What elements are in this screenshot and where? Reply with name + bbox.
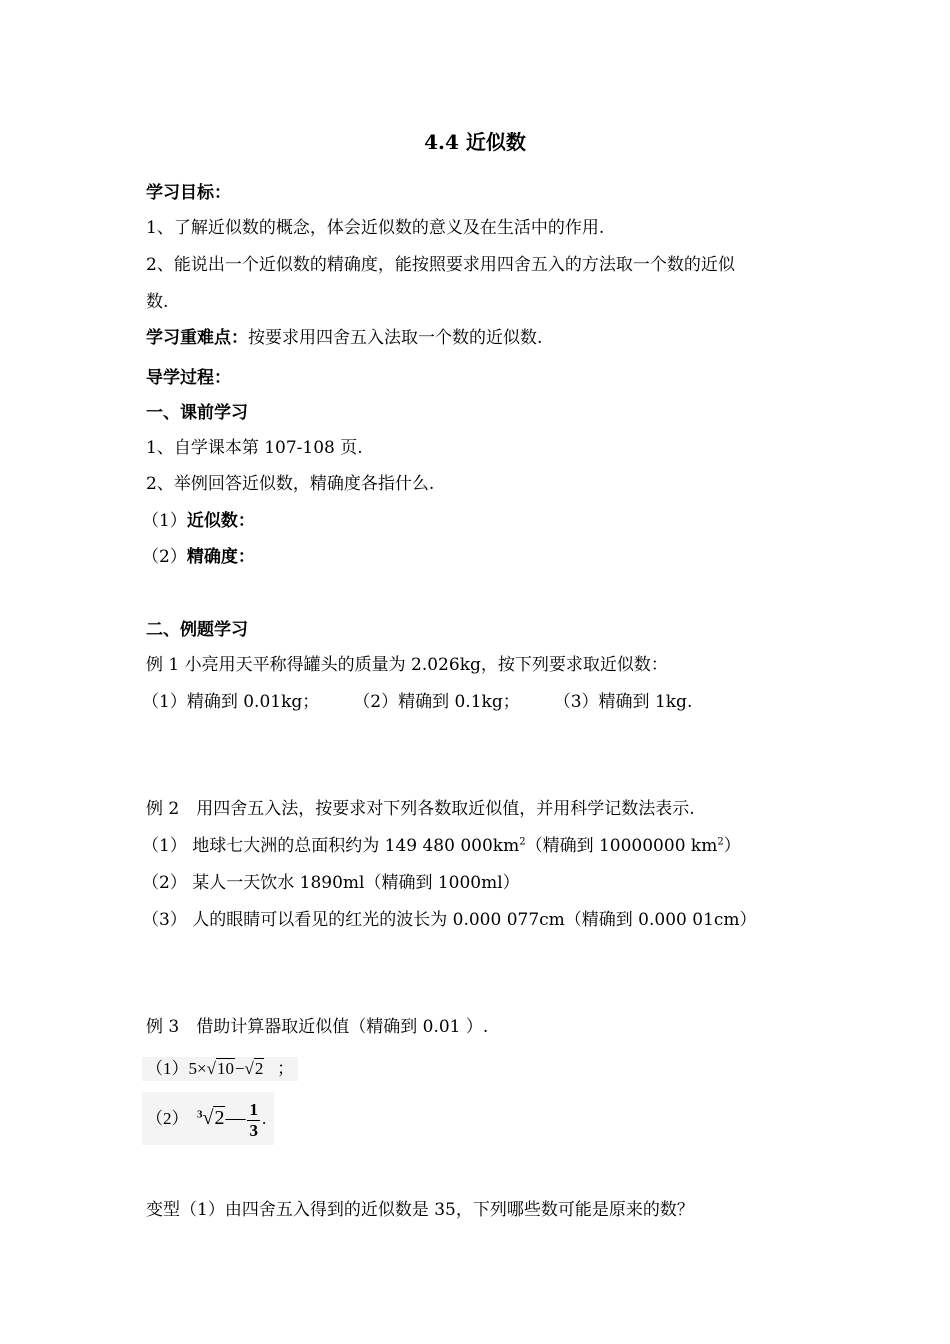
objective-2-line-1: 2、能说出一个近似数的精确度，能按照要求用四舍五入的方法取一个数的近似 — [146, 255, 735, 275]
example-1-parts — [142, 690, 692, 714]
objectives-heading: 学习目标： — [146, 183, 231, 203]
objective-2-line-2: 数. — [146, 292, 169, 312]
sqrt-symbol: √ — [244, 1058, 254, 1078]
radicand-10: 10 — [216, 1058, 234, 1078]
radicand-2: 2 — [254, 1058, 264, 1078]
pre-study-item-2: 2、举例回答近似数，精确度各指什么. — [146, 474, 435, 494]
minus-sign: — — [225, 1107, 246, 1129]
superscript-2: 2 — [717, 836, 724, 848]
keypoint — [146, 326, 542, 350]
minus-sign: − — [234, 1058, 245, 1078]
objective-1: 1、了解近似数的概念，体会近似数的意义及在生活中的作用. — [146, 218, 605, 238]
example-2-text: 例 2 用四舍五入法，按要求对下列各数取近似值，并用科学记数法表示. — [146, 799, 695, 819]
fraction-denominator: 3 — [249, 1120, 258, 1140]
pre-question-1-number: （1） — [142, 511, 187, 531]
fraction-one-third — [247, 1100, 260, 1141]
example-1-part-2: （2）精确到 0.1kg； — [353, 692, 520, 712]
example-2-part-3: （3） 人的眼睛可以看见的红光的波长为 0.000 077cm（精确到 0.000 01cm） — [142, 910, 757, 930]
example-3-part-2-number: （2） — [146, 1109, 189, 1128]
example-3-part-1-formula — [142, 1057, 298, 1081]
superscript-2: 2 — [519, 836, 526, 848]
keypoint-text: 按要求用四舍五入法取一个数的近似数. — [248, 328, 543, 348]
sqrt-symbol: √ — [206, 1058, 216, 1078]
semicolon: ； — [277, 1058, 295, 1078]
pre-question-1 — [142, 509, 255, 533]
example-3-part-2-formula — [142, 1092, 274, 1145]
pre-study-item-1: 1、自学课本第 107-108 页. — [146, 438, 363, 458]
example-2-part-1-text: （1） 地球七大洲的总面积约为 149 480 000km — [142, 836, 520, 856]
page-title: 4.4 近似数 — [424, 130, 526, 154]
closing-paren: ） — [723, 836, 741, 856]
period: . — [261, 1109, 267, 1128]
fraction-numerator: 1 — [249, 1099, 258, 1119]
example-3-part-1-number: （1） — [146, 1058, 189, 1078]
example-3-text: 例 3 借助计算器取近似值（精确到 0.01 ）. — [146, 1017, 489, 1037]
pre-question-2-number: （2） — [142, 547, 187, 567]
cube-root-index: 3 — [197, 1108, 203, 1121]
example-1-part-1: （1）精确到 0.01kg； — [142, 692, 320, 712]
example-3-part-1 — [142, 1056, 298, 1081]
example-1-part-3: （3）精确到 1kg. — [553, 692, 693, 712]
example-3-part-2 — [142, 1092, 274, 1145]
radicand-2: 2 — [214, 1107, 225, 1129]
example-1-text: 例 1 小亮用天平称得罐头的质量为 2.026kg，按下列要求取近似数： — [146, 655, 668, 675]
sqrt-symbol: √ — [202, 1107, 214, 1129]
pre-question-2 — [142, 545, 255, 569]
example-2-part-1-precision: （精确到 10000000 km — [525, 836, 718, 856]
example-2-part-2: （2） 某人一天饮水 1890ml（精确到 1000ml） — [142, 873, 520, 893]
process-heading: 导学过程： — [146, 368, 231, 388]
variant-1-text: 变型（1）由四舍五入得到的近似数是 35，下列哪些数可能是原来的数？ — [146, 1200, 694, 1220]
pre-question-2-label: 精确度： — [186, 547, 255, 567]
example-2-part-1 — [142, 834, 741, 858]
pre-question-1-label: 近似数： — [186, 511, 255, 531]
section-2-heading: 二、例题学习 — [146, 620, 248, 640]
formula-term: 5× — [188, 1058, 207, 1078]
section-1-heading: 一、课前学习 — [146, 403, 248, 423]
keypoint-label: 学习重难点： — [146, 328, 248, 348]
